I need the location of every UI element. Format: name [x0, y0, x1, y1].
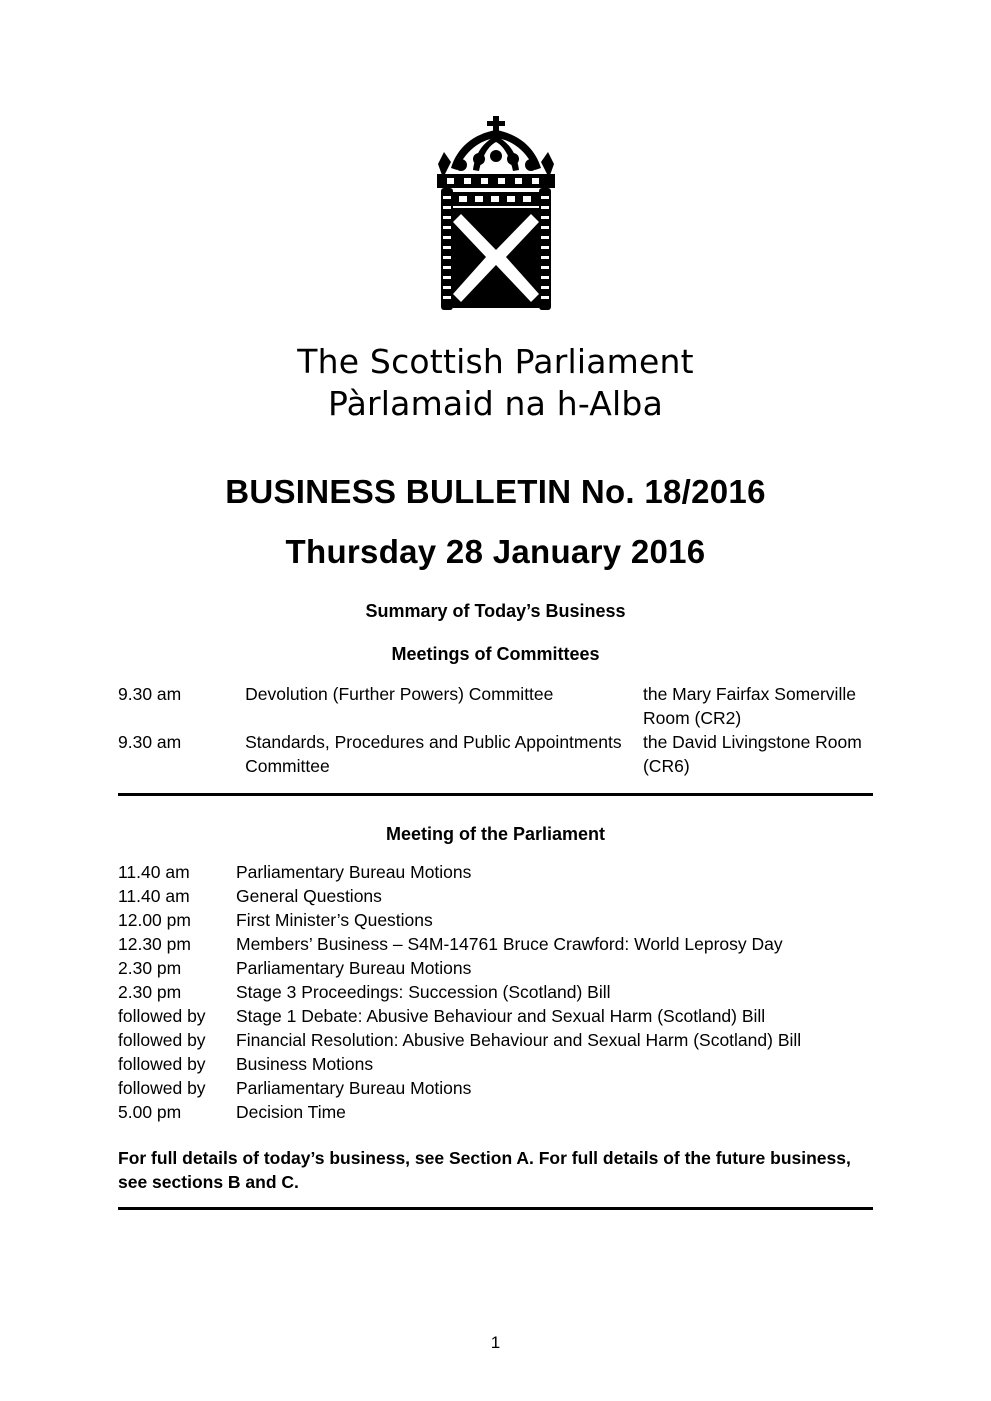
- table-row: [118, 933, 873, 957]
- table-row: [118, 909, 873, 933]
- agenda-time: 12.30 pm: [118, 934, 191, 955]
- table-row: [118, 1053, 873, 1077]
- agenda-item: First Minister’s Questions: [236, 910, 433, 931]
- agenda-time: 2.30 pm: [118, 982, 182, 1003]
- agenda-item: Members’ Business – S4M-14761 Bruce Crawford: World Leprosy Day: [236, 934, 783, 955]
- page-number: 1: [490, 1333, 501, 1352]
- scottish-parliament-crest-icon: [421, 112, 571, 337]
- agenda-time: 5.00 pm: [118, 1101, 182, 1122]
- table-row: [118, 861, 873, 885]
- agenda-time: followed by: [118, 1077, 206, 1098]
- divider: [118, 793, 873, 796]
- agenda-time: followed by: [118, 1030, 206, 1050]
- committee-name: Standards, Procedures and Public Appointments Committee: [245, 732, 622, 776]
- divider-bottom: [118, 1207, 873, 1210]
- table-row: [118, 731, 873, 779]
- agenda-item: Stage 3 Proceedings: Succession (Scotland) Bill: [236, 982, 611, 1003]
- org-name-line-2: Pàrlamaid na h-Alba: [327, 384, 663, 424]
- committees-heading: Meetings of Committees: [391, 644, 600, 665]
- agenda-item: General Questions: [236, 886, 382, 907]
- committee-time: 9.30 am: [118, 732, 182, 753]
- agenda-item: Parliamentary Bureau Motions: [236, 958, 472, 979]
- table-row: [118, 885, 873, 909]
- agenda-item: Business Motions: [236, 1053, 374, 1074]
- table-row: [118, 1101, 873, 1125]
- agenda-item: Stage 1 Debate: Abusive Behaviour and Sexual Harm (Scotland) Bill: [236, 1006, 766, 1027]
- committee-location: the David Livingstone Room (CR6): [642, 732, 862, 776]
- agenda-time: followed by: [118, 1006, 206, 1027]
- table-row: [118, 1005, 873, 1029]
- agenda-item: Financial Resolution: Abusive Behaviour and Sexual Harm (Scotland) Bill: [236, 1030, 802, 1050]
- agenda-time: 12.00 pm: [118, 910, 191, 931]
- page-date: Thursday 28 January 2016: [285, 533, 706, 571]
- table-row: [118, 981, 873, 1005]
- table-row: [118, 957, 873, 981]
- agenda-item: Parliamentary Bureau Motions: [236, 862, 472, 883]
- page-title: BUSINESS BULLETIN No. 18/2016: [225, 473, 766, 511]
- agenda-time: 11.40 am: [118, 862, 190, 883]
- agenda-time: followed by: [118, 1053, 206, 1074]
- crest-container: [118, 0, 873, 337]
- committee-name: Devolution (Further Powers) Committee: [245, 684, 554, 705]
- table-row: [118, 1077, 873, 1101]
- parliament-heading: Meeting of the Parliament: [385, 824, 606, 845]
- agenda-time: 11.40 am: [118, 886, 190, 907]
- summary-heading: Summary of Today’s Business: [365, 601, 626, 622]
- committee-location: the Mary Fairfax Somerville Room (CR2): [642, 684, 856, 728]
- parliament-agenda-table: [118, 861, 873, 1125]
- committees-table: [118, 683, 873, 779]
- footnote: For full details of today’s business, see Section A. For full details of the future business, see sections B and C.: [118, 1147, 851, 1192]
- committee-time: 9.30 am: [118, 684, 182, 705]
- organisation-name: [118, 341, 873, 425]
- table-row: [118, 1029, 873, 1053]
- agenda-item: Parliamentary Bureau Motions: [236, 1077, 472, 1098]
- agenda-time: 2.30 pm: [118, 958, 182, 979]
- agenda-item: Decision Time: [236, 1101, 346, 1122]
- org-name-line-1: The Scottish Parliament: [297, 342, 694, 381]
- table-row: [118, 683, 873, 731]
